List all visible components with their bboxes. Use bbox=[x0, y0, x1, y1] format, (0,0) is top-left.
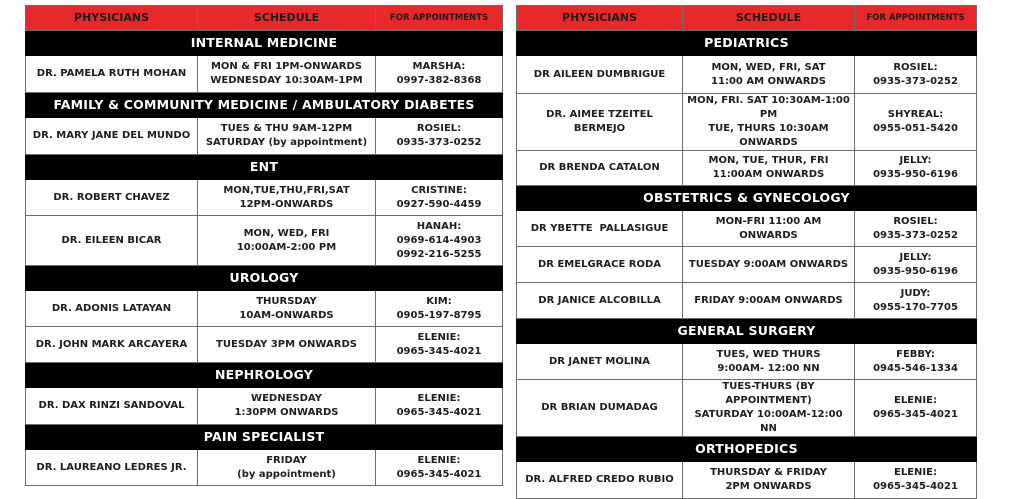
appointment-contact: MARSHA: 0997-382-8368 bbox=[376, 56, 503, 93]
table-header-row bbox=[517, 6, 977, 31]
schedule-cell: TUES, WED THURS 9:00AM- 12:00 NN bbox=[683, 344, 855, 380]
schedule-cell: MON & FRI 1PM-ONWARDS WEDNESDAY 10:30AM-1PM bbox=[198, 56, 376, 93]
section-orthopedics bbox=[517, 437, 977, 462]
section-title: GENERAL SURGERY bbox=[517, 319, 977, 344]
appointment-contact: HANAH: 0969-614-4903 0992-216-5255 bbox=[376, 216, 503, 266]
table-row bbox=[517, 283, 977, 319]
schedule-cell: MON,TUE,THU,FRI,SAT 12PM-ONWARDS bbox=[198, 180, 376, 216]
physician-name: DR. MARY JANE DEL MUNDO bbox=[26, 118, 198, 155]
appointment-contact: ELENIE: 0965-345-4021 bbox=[855, 462, 977, 499]
section-general-surgery bbox=[517, 319, 977, 344]
section-title: INTERNAL MEDICINE bbox=[26, 31, 503, 56]
appointment-contact: FEBBY: 0945-546-1334 bbox=[855, 344, 977, 380]
appointment-contact: JELLY: 0935-950-6196 bbox=[855, 151, 977, 186]
physician-name: DR. ADONIS LATAYAN bbox=[26, 291, 198, 327]
table-row bbox=[26, 56, 503, 93]
table-row bbox=[517, 94, 977, 151]
table-row bbox=[517, 344, 977, 380]
schedule-cell: TUESDAY 3PM ONWARDS bbox=[198, 327, 376, 363]
schedule-cell: THURSDAY 10AM-ONWARDS bbox=[198, 291, 376, 327]
table-row bbox=[517, 151, 977, 186]
appointment-contact: ROSIEL: 0935-373-0252 bbox=[376, 118, 503, 155]
table-header-row bbox=[26, 6, 503, 31]
table-row bbox=[517, 56, 977, 94]
table-row bbox=[26, 291, 503, 327]
physician-name: DR. AIMEE TZEITEL BERMEJO bbox=[517, 94, 683, 151]
section-internal-medicine bbox=[26, 31, 503, 56]
section-title: OBSTETRICS & GYNECOLOGY bbox=[517, 186, 977, 211]
table-row bbox=[517, 462, 977, 499]
appointment-contact: ELENIE: 0965-345-4021 bbox=[855, 380, 977, 437]
schedule-cell: THURSDAY & FRIDAY 2PM ONWARDS bbox=[683, 462, 855, 499]
schedule-cell: WEDNESDAY 1:30PM ONWARDS bbox=[198, 388, 376, 425]
section-title: UROLOGY bbox=[26, 266, 503, 291]
physician-name: DR JANICE ALCOBILLA bbox=[517, 283, 683, 319]
schedule-cell: MON, WED, FRI, SAT 11:00 AM ONWARDS bbox=[683, 56, 855, 94]
schedule-cell: TUES-THURS (BY APPOINTMENT) SATURDAY 10:00AM-12:00 NN bbox=[683, 380, 855, 437]
physician-name: DR. DAX RINZI SANDOVAL bbox=[26, 388, 198, 425]
physician-name: DR. LAUREANO LEDRES JR. bbox=[26, 450, 198, 486]
physician-name: DR. ROBERT CHAVEZ bbox=[26, 180, 198, 216]
physician-name: DR JANET MOLINA bbox=[517, 344, 683, 380]
section-title: FAMILY & COMMUNITY MEDICINE / AMBULATORY DIABETES bbox=[26, 93, 503, 118]
header-physicians: PHYSICIANS bbox=[26, 6, 198, 31]
table-row bbox=[26, 118, 503, 155]
appointment-contact: SHYREAL: 0955-051-5420 bbox=[855, 94, 977, 151]
appointment-contact: ELENIE: 0965-345-4021 bbox=[376, 388, 503, 425]
appointment-contact: JELLY: 0935-950-6196 bbox=[855, 247, 977, 283]
schedule-cell: MON-FRI 11:00 AM ONWARDS bbox=[683, 211, 855, 247]
section-family-medicine bbox=[26, 93, 503, 118]
header-schedule: SCHEDULE bbox=[198, 6, 376, 31]
section-obstetrics-gynecology bbox=[517, 186, 977, 211]
header-appointments: FOR APPOINTMENTS bbox=[376, 6, 503, 31]
schedule-cell: MON, TUE, THUR, FRI 11:00AM ONWARDS bbox=[683, 151, 855, 186]
section-title: PAIN SPECIALIST bbox=[26, 425, 503, 450]
table-row bbox=[26, 216, 503, 266]
table-row bbox=[26, 450, 503, 486]
section-title: ENT bbox=[26, 155, 503, 180]
physician-name: DR BRENDA CATALON bbox=[517, 151, 683, 186]
table-row bbox=[517, 211, 977, 247]
section-pain-specialist bbox=[26, 425, 503, 450]
appointment-contact: ELENIE: 0965-345-4021 bbox=[376, 450, 503, 486]
right-schedule-table bbox=[516, 5, 977, 499]
physician-name: DR. PAMELA RUTH MOHAN bbox=[26, 56, 198, 93]
physician-name: DR EMELGRACE RODA bbox=[517, 247, 683, 283]
physician-name: DR BRIAN DUMADAG bbox=[517, 380, 683, 437]
header-physicians: PHYSICIANS bbox=[517, 6, 683, 31]
schedule-cell: MON, WED, FRI 10:00AM-2:00 PM bbox=[198, 216, 376, 266]
section-ent bbox=[26, 155, 503, 180]
appointment-contact: ROSIEL: 0935-373-0252 bbox=[855, 211, 977, 247]
appointment-contact: CRISTINE: 0927-590-4459 bbox=[376, 180, 503, 216]
physician-name: DR YBETTE PALLASIGUE bbox=[517, 211, 683, 247]
physician-name: DR. ALFRED CREDO RUBIO bbox=[517, 462, 683, 499]
section-title: NEPHROLOGY bbox=[26, 363, 503, 388]
physician-name: DR. EILEEN BICAR bbox=[26, 216, 198, 266]
left-schedule-table bbox=[25, 5, 503, 486]
header-appointments: FOR APPOINTMENTS bbox=[855, 6, 977, 31]
header-schedule: SCHEDULE bbox=[683, 6, 855, 31]
table-row bbox=[26, 388, 503, 425]
table-row bbox=[26, 180, 503, 216]
appointment-contact: KIM: 0905-197-8795 bbox=[376, 291, 503, 327]
section-title: ORTHOPEDICS bbox=[517, 437, 977, 462]
appointment-contact: ROSIEL: 0935-373-0252 bbox=[855, 56, 977, 94]
physician-name: DR AILEEN DUMBRIGUE bbox=[517, 56, 683, 94]
table-row bbox=[517, 380, 977, 437]
physician-name: DR. JOHN MARK ARCAYERA bbox=[26, 327, 198, 363]
section-pediatrics bbox=[517, 31, 977, 56]
section-title: PEDIATRICS bbox=[517, 31, 977, 56]
schedule-cell: FRIDAY 9:00AM ONWARDS bbox=[683, 283, 855, 319]
schedule-cell: MON, FRI. SAT 10:30AM-1:00 PM TUE, THURS 10:30AM ONWARDS bbox=[683, 94, 855, 151]
section-nephrology bbox=[26, 363, 503, 388]
schedule-cell: TUESDAY 9:00AM ONWARDS bbox=[683, 247, 855, 283]
schedule-cell: TUES & THU 9AM-12PM SATURDAY (by appointment) bbox=[198, 118, 376, 155]
section-urology bbox=[26, 266, 503, 291]
table-row bbox=[517, 247, 977, 283]
appointment-contact: JUDY: 0955-170-7705 bbox=[855, 283, 977, 319]
table-row bbox=[26, 327, 503, 363]
schedule-cell: FRIDAY (by appointment) bbox=[198, 450, 376, 486]
appointment-contact: ELENIE: 0965-345-4021 bbox=[376, 327, 503, 363]
